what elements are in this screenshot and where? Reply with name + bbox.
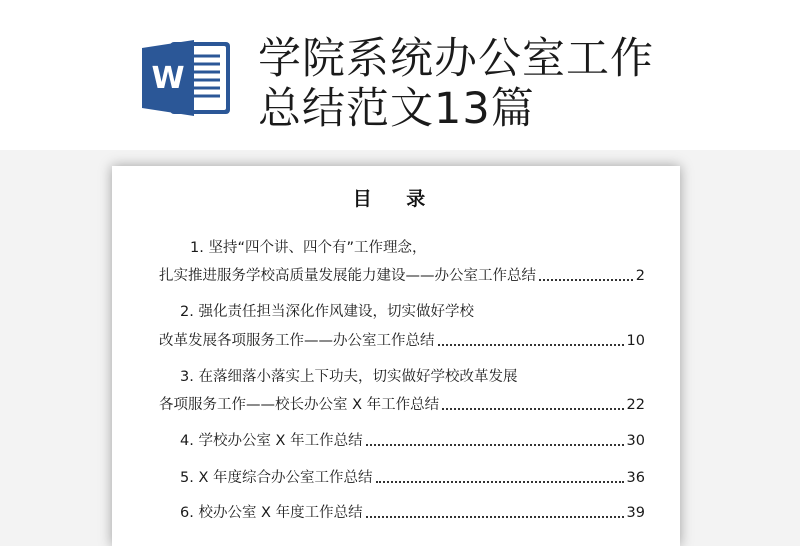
page-title — [258, 34, 778, 134]
toc-entry-2[interactable] — [159, 331, 645, 351]
word-document-icon — [140, 36, 234, 118]
toc-entry-1-title: 扎实推进服务学校高质量发展能力建设——办公室工作总结 — [159, 268, 536, 284]
dot-leader — [442, 408, 623, 410]
title-line-2: 总结范文13篇 — [258, 84, 535, 134]
toc-entry-4-page: 30 — [626, 433, 645, 449]
dot-leader — [366, 444, 624, 446]
toc-entry-5-page: 36 — [626, 470, 645, 486]
title-line-1: 学院系统办公室工作 — [258, 34, 654, 84]
toc-entry-6-page: 39 — [626, 505, 645, 521]
toc-entry-4-title: 4. 学校办公室 X 年工作总结 — [180, 433, 363, 449]
dot-leader — [376, 481, 624, 483]
toc-entry-2-line1: 2. 强化责任担当深化作风建设，切实做好学校 — [180, 304, 474, 320]
toc-entry-5[interactable] — [180, 468, 645, 488]
header-banner — [0, 0, 800, 150]
toc-entry-2-title: 改革发展各项服务工作——办公室工作总结 — [159, 333, 435, 349]
toc-entry-6[interactable] — [180, 503, 645, 523]
toc-entry-3[interactable] — [159, 395, 645, 415]
toc-entry-3-line1: 3. 在落细落小落实上下功夫，切实做好学校改革发展 — [180, 369, 518, 385]
toc-entry-3-page: 22 — [626, 397, 645, 413]
dot-leader — [366, 516, 624, 518]
toc-entry-1-line1: 1. 坚持“四个讲、四个有”工作理念， — [190, 240, 427, 256]
toc-entry-4[interactable] — [180, 431, 645, 451]
toc-entry-1-page: 2 — [635, 268, 645, 284]
dot-leader — [438, 344, 624, 346]
toc-entry-2-page: 10 — [626, 333, 645, 349]
document-page — [112, 166, 680, 546]
toc-heading: 目 录 — [352, 188, 440, 210]
word-icon-letter: W — [151, 61, 185, 96]
toc-entry-1[interactable] — [159, 266, 645, 286]
toc-entry-3-title: 各项服务工作——校长办公室 X 年工作总结 — [159, 397, 440, 413]
toc-entry-5-title: 5. X 年度综合办公室工作总结 — [180, 470, 373, 486]
toc-entry-6-title: 6. 校办公室 X 年度工作总结 — [180, 505, 363, 521]
dot-leader — [539, 279, 633, 281]
